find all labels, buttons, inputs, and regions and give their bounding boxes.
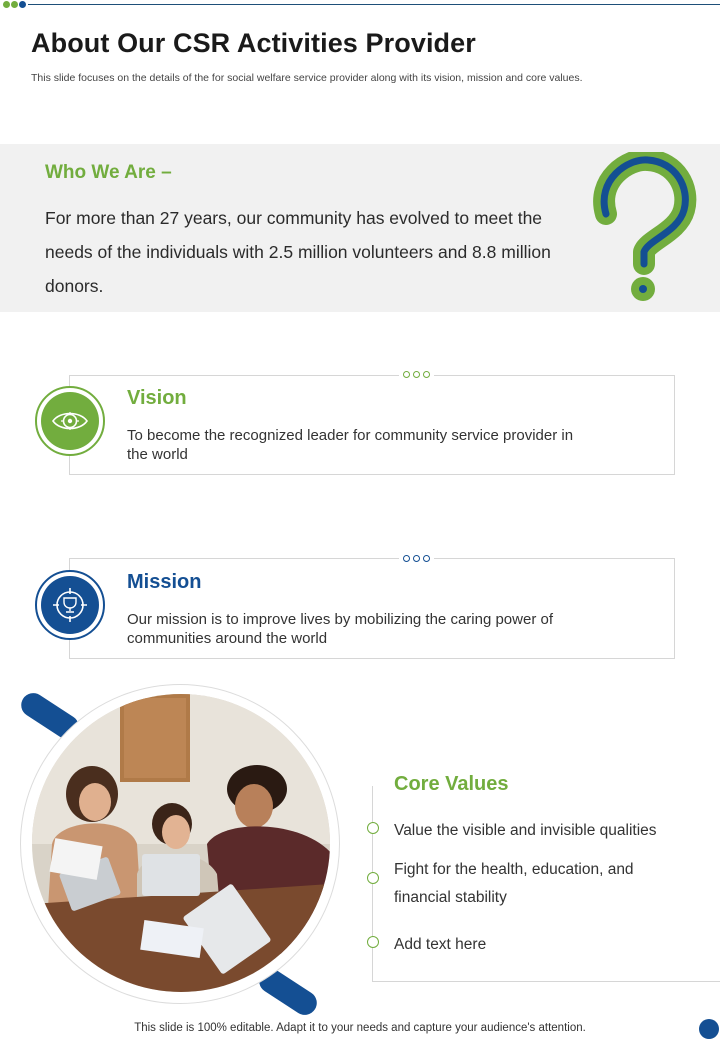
core-value-bullet [367, 872, 379, 884]
target-trophy-icon [50, 585, 90, 625]
team-photo-frame [20, 684, 340, 1004]
eye-icon [51, 409, 89, 433]
core-value-item: Value the visible and invisible qualities [394, 822, 657, 839]
core-value-item: Fight for the health, education, and financial stability [394, 861, 634, 906]
top-dot-green-2 [11, 1, 18, 8]
top-dot-green [3, 1, 10, 8]
page-subtitle: This slide focuses on the details of the for social welfare service provider along with its vision, mission and core values. [31, 72, 583, 84]
core-value-item: Add text here [394, 936, 487, 953]
mission-icon-ring [35, 570, 105, 640]
mission-text: Our mission is to improve lives by mobilizing the caring power of communities around the world [127, 611, 553, 647]
mission-card-dots [399, 555, 434, 562]
vision-title: Vision [127, 387, 187, 409]
who-we-are-title: Who We Are – [45, 162, 172, 183]
vision-card-dots [399, 371, 434, 378]
footer-dot [699, 1019, 719, 1039]
footer-note: This slide is 100% editable. Adapt it to your needs and capture your audience's attention. [134, 1022, 586, 1034]
top-dot-blue [19, 1, 26, 8]
page-title: About Our CSR Activities Provider [31, 28, 476, 58]
mission-title: Mission [127, 571, 202, 593]
core-value-bullet [367, 822, 379, 834]
top-divider-line [28, 4, 720, 5]
team-photo [32, 694, 330, 992]
question-mark-icon [588, 152, 698, 307]
core-values-title: Core Values [394, 773, 515, 796]
vision-text: To become the recognized leader for community service provider in the world [127, 427, 574, 463]
core-value-bullet [367, 936, 379, 948]
vision-icon-ring [35, 386, 105, 456]
who-we-are-text: For more than 27 years, our community has evolved to meet the needs of the individuals with 2.5 million volunteers and 8.8 million donors. [45, 208, 551, 296]
